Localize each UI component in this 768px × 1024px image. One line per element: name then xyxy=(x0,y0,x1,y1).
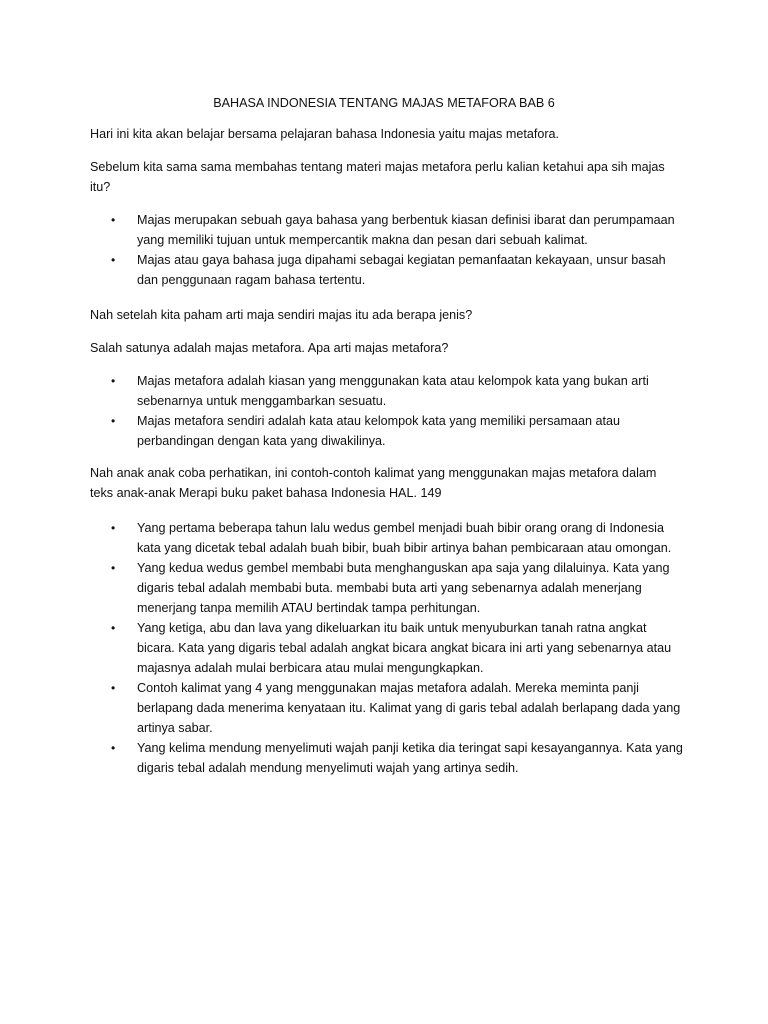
list-item xyxy=(110,518,685,558)
list-item-text: Majas atau gaya bahasa juga dipahami sebagai kegiatan pemanfaatan kekayaan, unsur basah dan penggunaan ragam bahasa tertentu. xyxy=(137,253,666,287)
list-item-text: Majas merupakan sebuah gaya bahasa yang berbentuk kiasan definisi ibarat dan perumpamaan yang memiliki tujuan untuk mempercantik makna dan pesan dari sebuah kalimat. xyxy=(137,213,675,247)
list-item xyxy=(110,738,685,778)
list-item-text: Contoh kalimat yang 4 yang menggunakan majas metafora adalah. Mereka meminta panji berlapang dada menerima kenyataan itu. Kalimat yang di garis tebal adalah berlapang dada yang artinya sabar. xyxy=(137,681,681,735)
list-item xyxy=(110,210,685,250)
list-item xyxy=(110,678,685,738)
list-item-text: Yang pertama beberapa tahun lalu wedus gembel menjadi buah bibir orang orang di Indonesia kata yang dicetak tebal adalah buah bibir, buah bibir artinya bahan pembicaraan atau omongan. xyxy=(137,521,672,555)
list-item-text: Yang kedua wedus gembel membabi buta menghanguskan apa saja yang dilaluinya. Kata yang digaris tebal adalah membabi buta. membabi buta arti yang sebenarnya adalah menerjang menerjang tanpa memilih ATAU bertindak tampa perhitungan. xyxy=(137,561,670,615)
list-item xyxy=(110,411,685,451)
bullet-icon: • xyxy=(111,213,116,227)
list-item-text: Yang ketiga, abu dan lava yang dikeluarkan itu baik untuk menyuburkan tanah ratna angkat bicara. Kata yang digaris tebal adalah angkat bicara angkat bicara ini arti yang sebenarnya atau majasnya adalah mulai berbicara atau mulai mengungkapkan. xyxy=(137,621,672,675)
bullet-icon: • xyxy=(111,681,116,695)
bullet-icon: • xyxy=(111,521,116,535)
bullet-icon: • xyxy=(111,561,116,575)
page-title: BAHASA INDONESIA TENTANG MAJAS METAFORA BAB 6 xyxy=(213,96,555,110)
list-item xyxy=(110,558,685,618)
question-paragraph: Salah satunya adalah majas metafora. Apa arti majas metafora? xyxy=(90,341,449,355)
list-item-text: Majas metafora sendiri adalah kata atau kelompok kata yang memiliki persamaan atau perbandingan dengan kata yang diwakilinya. xyxy=(137,414,621,448)
list-item-text: Yang kelima mendung menyelimuti wajah panji ketika dia teringat sapi kesayangannya. Kata yang digaris tebal adalah mendung menyelimuti wajah yang artinya sedih. xyxy=(137,741,683,775)
list-item xyxy=(110,250,685,290)
examples-list xyxy=(110,518,685,778)
list-item xyxy=(110,618,685,678)
list-item-text: Majas metafora adalah kiasan yang menggunakan kata atau kelompok kata yang bukan arti sebenarnya untuk menggambarkan sesuatu. xyxy=(137,374,649,408)
bullet-icon: • xyxy=(111,414,116,428)
intro-paragraph: Hari ini kita akan belajar bersama pelajaran bahasa Indonesia yaitu majas metafora. xyxy=(90,127,560,141)
definition-list xyxy=(110,210,685,290)
metafora-definition-list xyxy=(110,371,685,451)
question-paragraph: Nah setelah kita paham arti maja sendiri majas itu ada berapa jenis? xyxy=(90,308,473,322)
question-paragraph: Sebelum kita sama sama membahas tentang materi majas metafora perlu kalian ketahui apa sih majas itu? xyxy=(90,160,665,194)
list-item xyxy=(110,371,685,411)
bullet-icon: • xyxy=(111,741,116,755)
examples-intro-paragraph: Nah anak anak coba perhatikan, ini contoh-contoh kalimat yang menggunakan majas metafora dalam teks anak-anak Merapi buku paket bahasa Indonesia HAL. 149 xyxy=(90,466,657,500)
bullet-icon: • xyxy=(111,253,116,267)
bullet-icon: • xyxy=(111,621,116,635)
bullet-icon: • xyxy=(111,374,116,388)
